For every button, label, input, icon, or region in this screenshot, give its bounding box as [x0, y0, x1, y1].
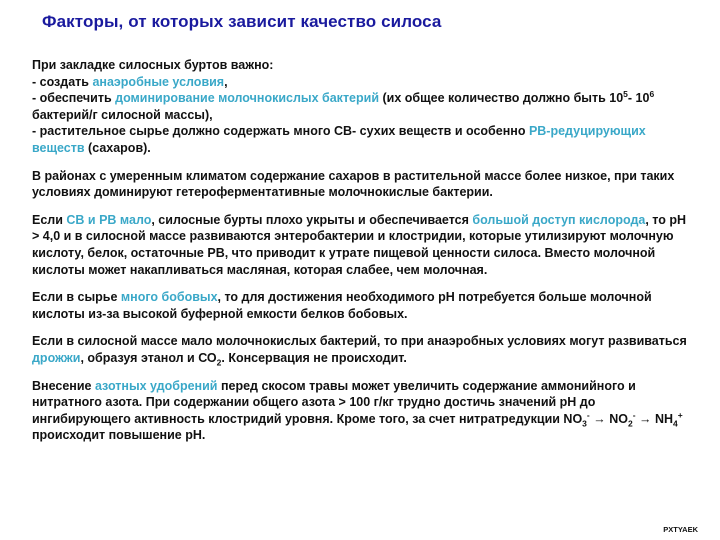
superscript: -: [632, 409, 636, 420]
text-run: , то для достижения необходимого рН потребуется больше молочной кислоты из-за высокой буферной емкости белков бобовых.: [32, 290, 652, 321]
text-run: Если в силосной массе мало молочнокислых бактерий, то при анаэробных условиях могут развиваться: [32, 334, 687, 349]
text-run: бактерий/г силосной массы),: [32, 107, 213, 122]
highlighted-term: большой доступ кислорода: [472, 212, 646, 227]
superscript: 6: [649, 89, 655, 100]
text-run: , то рН > 4,0 и в силосной массе развиваются энтеробактерии и клостридии, которые утилизируют молочную кислоту, белок, остаточные РВ, что приводит к утрате пищевой ценности силоса. Вместо молочной кислоты может накапливаться масляная, которая слабее, чем молочная.: [32, 212, 687, 277]
highlighted-term: дрожжи: [32, 350, 81, 365]
text-run: (их общее количество должно быть 10: [379, 91, 624, 106]
paragraph: [32, 57, 692, 157]
slide-body: [32, 57, 692, 455]
text-run: ,: [224, 74, 228, 89]
text-run: происходит повышение рН.: [32, 428, 206, 443]
text-run: - обеспечить: [32, 91, 116, 106]
highlighted-term: анаэробные условия: [92, 74, 225, 89]
superscript: 5: [623, 89, 628, 100]
text-run: (сахаров).: [84, 140, 151, 155]
paragraph: [32, 289, 692, 322]
highlighted-term: доминирование молочнокислых бактерий: [115, 91, 380, 106]
text-run: Если: [32, 212, 67, 227]
subscript: 2: [627, 418, 633, 429]
text-run: . Консервация не происходит.: [221, 350, 407, 365]
text-run: , силосные бурты плохо укрыты и обеспечивается: [151, 212, 473, 227]
highlighted-term: РВ-редуцирующих веществ: [32, 124, 646, 155]
subscript: 4: [673, 418, 678, 429]
paragraph: [32, 378, 692, 444]
text-run: - 10: [627, 91, 650, 106]
text-run: → NO: [589, 411, 628, 426]
highlighted-term: много бобовых: [120, 290, 218, 305]
text-run: → NH: [635, 411, 674, 426]
subscript: 2: [216, 357, 222, 368]
subscript: 3: [582, 418, 587, 429]
superscript: -: [586, 409, 590, 420]
text-run: Если в сырье: [32, 290, 121, 305]
text-run: При закладке силосных буртов важно:: [32, 58, 274, 72]
text-run: - создать: [32, 74, 93, 89]
slide-title: Факторы, от которых зависит качество силоса: [42, 12, 442, 31]
footer-watermark: PXTYAEK: [663, 525, 698, 534]
highlighted-term: азотных удобрений: [94, 378, 218, 393]
paragraph: [32, 168, 692, 201]
paragraph: [32, 333, 692, 366]
text-run: - растительное сырье должно содержать много СВ- сухих веществ и особенно: [32, 124, 529, 139]
superscript: +: [677, 409, 683, 420]
text-run: , образуя этанол и СО: [80, 350, 217, 365]
text-run: перед скосом травы может увеличить содержание аммонийного и нитратного азота. При содержании общего азота > 100 г/кг трудно достичь значений рН до ингибирующего активность клостридий уровня. Кроме того, за счет нитратредукции NO: [32, 378, 636, 426]
highlighted-term: СВ и РВ мало: [66, 212, 152, 227]
text-run: В районах с умеренным климатом содержание сахаров в растительной массе более низкое, при таких условиях доминируют гетероферментативные молочнокислые бактерии.: [32, 168, 675, 200]
text-run: Внесение: [32, 378, 95, 393]
paragraph: [32, 212, 692, 278]
